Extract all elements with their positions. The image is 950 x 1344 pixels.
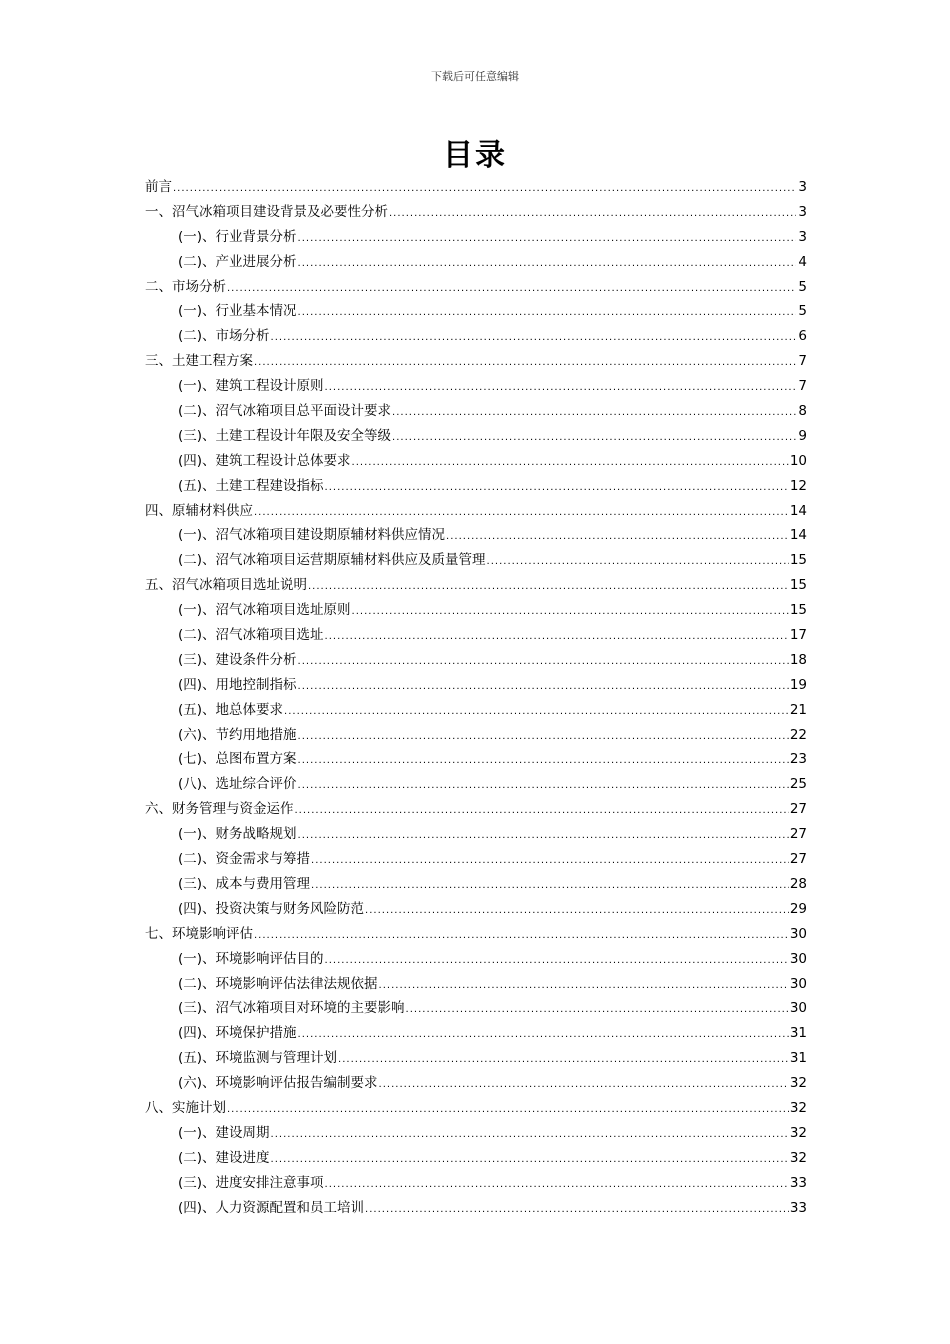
toc-dot-leader <box>298 1021 789 1048</box>
toc-entry[interactable] <box>145 648 807 673</box>
toc-entry[interactable] <box>145 623 807 648</box>
toc-entry[interactable] <box>145 598 807 623</box>
toc-entry-label: 一、沼气冰箱项目建设背景及必要性分析 <box>145 203 388 220</box>
toc-entry-label: (四)、用地控制指标 <box>178 676 297 693</box>
toc-entry-label: (三)、建设条件分析 <box>178 651 297 668</box>
toc-entry-page-number: 15 <box>789 552 807 569</box>
toc-entry-label: (一)、行业基本情况 <box>178 303 297 320</box>
toc-entry[interactable] <box>145 1121 807 1146</box>
toc-entry-page-number: 8 <box>798 403 807 420</box>
toc-entry-label: 二、市场分析 <box>145 278 226 295</box>
toc-dot-leader <box>392 424 796 451</box>
toc-entry[interactable] <box>145 374 807 399</box>
toc-dot-leader <box>227 1096 789 1123</box>
toc-entry-page-number: 30 <box>789 975 807 992</box>
toc-entry-label: (二)、沼气冰箱项目总平面设计要求 <box>178 403 392 420</box>
toc-entry-label: (五)、环境监测与管理计划 <box>178 1050 338 1067</box>
toc-entry[interactable] <box>145 399 807 424</box>
toc-entry[interactable] <box>145 698 807 723</box>
toc-entry[interactable] <box>145 1021 807 1046</box>
toc-dot-leader <box>392 399 796 426</box>
toc-dot-leader <box>389 200 796 227</box>
toc-entry-page-number: 15 <box>789 602 807 619</box>
toc-entry-label: (二)、资金需求与筹措 <box>178 851 311 868</box>
toc-entry-label: (一)、环境影响评估目的 <box>178 950 324 967</box>
toc-entry-label: (八)、选址综合评价 <box>178 776 297 793</box>
toc-entry[interactable] <box>145 225 807 250</box>
toc-entry-page-number: 18 <box>789 651 807 668</box>
toc-dot-leader <box>325 474 789 501</box>
toc-entry-label: 四、原辅材料供应 <box>145 502 253 519</box>
toc-entry-label: (二)、环境影响评估法律法规依据 <box>178 975 378 992</box>
toc-entry[interactable] <box>145 872 807 897</box>
toc-dot-leader <box>295 797 789 824</box>
toc-entry-page-number: 33 <box>789 1199 807 1216</box>
toc-dot-leader <box>365 897 789 924</box>
table-of-contents <box>145 175 807 1220</box>
toc-entry-label: (二)、市场分析 <box>178 328 270 345</box>
toc-dot-leader <box>298 299 796 326</box>
toc-entry[interactable] <box>145 474 807 499</box>
toc-dot-leader <box>284 698 789 725</box>
toc-entry-page-number: 6 <box>798 328 807 345</box>
toc-entry-page-number: 9 <box>798 427 807 444</box>
toc-entry-page-number: 4 <box>798 253 807 270</box>
toc-dot-leader <box>298 822 789 849</box>
toc-entry-label: (二)、产业进展分析 <box>178 253 297 270</box>
toc-entry[interactable] <box>145 972 807 997</box>
toc-entry-label: (六)、环境影响评估报告编制要求 <box>178 1075 378 1092</box>
toc-dot-leader <box>365 1196 789 1223</box>
toc-entry-page-number: 29 <box>789 900 807 917</box>
toc-dot-leader <box>379 1071 789 1098</box>
toc-entry-page-number: 25 <box>789 776 807 793</box>
toc-dot-leader <box>298 225 796 252</box>
toc-dot-leader <box>325 1171 789 1198</box>
toc-entry-page-number: 14 <box>789 502 807 519</box>
toc-entry[interactable] <box>145 1171 807 1196</box>
toc-entry-label: (三)、沼气冰箱项目对环境的主要影响 <box>178 1000 405 1017</box>
toc-entry-label: (六)、节约用地措施 <box>178 726 297 743</box>
toc-entry[interactable] <box>145 897 807 922</box>
toc-entry-page-number: 27 <box>789 826 807 843</box>
toc-dot-leader <box>254 922 789 949</box>
toc-entry-label: (二)、沼气冰箱项目选址 <box>178 627 324 644</box>
toc-entry[interactable] <box>145 822 807 847</box>
toc-entry-label: (四)、环境保护措施 <box>178 1025 297 1042</box>
toc-entry[interactable] <box>145 349 807 374</box>
toc-dot-leader <box>446 523 789 550</box>
toc-entry-page-number: 32 <box>789 1075 807 1092</box>
toc-entry[interactable] <box>145 723 807 748</box>
toc-entry-page-number: 7 <box>798 378 807 395</box>
toc-entry-page-number: 19 <box>789 676 807 693</box>
toc-entry-label: (一)、沼气冰箱项目选址原则 <box>178 602 351 619</box>
toc-entry[interactable] <box>145 449 807 474</box>
toc-entry-page-number: 23 <box>789 751 807 768</box>
toc-dot-leader <box>298 673 789 700</box>
toc-entry-page-number: 31 <box>789 1050 807 1067</box>
toc-entry-page-number: 3 <box>798 228 807 245</box>
toc-entry-label: (一)、行业背景分析 <box>178 228 297 245</box>
toc-entry[interactable] <box>145 797 807 822</box>
toc-entry-label: 八、实施计划 <box>145 1099 226 1116</box>
toc-entry-page-number: 3 <box>798 179 807 195</box>
toc-entry-page-number: 17 <box>789 627 807 644</box>
toc-dot-leader <box>298 250 796 277</box>
toc-entry-label: 三、土建工程方案 <box>145 353 253 370</box>
toc-dot-leader <box>298 648 789 675</box>
toc-entry[interactable] <box>145 324 807 349</box>
toc-entry-page-number: 32 <box>789 1099 807 1116</box>
toc-dot-leader <box>298 772 789 799</box>
toc-dot-leader <box>298 723 789 750</box>
toc-entry[interactable] <box>145 1046 807 1071</box>
toc-entry-page-number: 32 <box>789 1149 807 1166</box>
toc-dot-leader <box>325 374 796 401</box>
toc-entry[interactable] <box>145 847 807 872</box>
toc-entry-label: 六、财务管理与资金运作 <box>145 801 294 818</box>
toc-entry[interactable] <box>145 996 807 1021</box>
toc-entry-label: (五)、土建工程建设指标 <box>178 477 324 494</box>
toc-title: 目录 <box>443 138 507 173</box>
toc-dot-leader <box>311 872 789 899</box>
toc-dot-leader <box>308 573 789 600</box>
header-note: 下载后可任意编辑 <box>431 70 519 83</box>
toc-dot-leader <box>298 747 789 774</box>
toc-entry[interactable] <box>145 1146 807 1171</box>
toc-entry-page-number: 30 <box>789 1000 807 1017</box>
toc-entry-label: (四)、建筑工程设计总体要求 <box>178 452 351 469</box>
toc-entry-label: 七、环境影响评估 <box>145 925 253 942</box>
toc-entry[interactable] <box>145 523 807 548</box>
toc-entry-page-number: 14 <box>789 527 807 544</box>
toc-entry-label: (一)、建筑工程设计原则 <box>178 378 324 395</box>
toc-entry-page-number: 10 <box>789 452 807 469</box>
toc-entry-page-number: 33 <box>789 1174 807 1191</box>
toc-entry[interactable] <box>145 275 807 300</box>
toc-entry[interactable] <box>145 1071 807 1096</box>
toc-entry-label: (四)、人力资源配置和员工培训 <box>178 1199 365 1216</box>
toc-entry-label: (一)、建设周期 <box>178 1124 270 1141</box>
toc-entry[interactable] <box>145 772 807 797</box>
toc-entry[interactable] <box>145 1196 807 1221</box>
toc-entry[interactable] <box>145 250 807 275</box>
toc-entry-page-number: 7 <box>798 353 807 370</box>
toc-entry-page-number: 27 <box>789 801 807 818</box>
toc-entry-page-number: 30 <box>789 925 807 942</box>
toc-entry-label: (五)、地总体要求 <box>178 701 284 718</box>
toc-entry[interactable] <box>145 299 807 324</box>
toc-entry[interactable] <box>145 200 807 225</box>
toc-dot-leader <box>254 499 789 526</box>
toc-entry-page-number: 27 <box>789 851 807 868</box>
toc-entry-page-number: 31 <box>789 1025 807 1042</box>
toc-dot-leader <box>487 548 789 575</box>
toc-dot-leader <box>325 623 789 650</box>
toc-entry-page-number: 21 <box>789 701 807 718</box>
toc-dot-leader <box>271 1146 789 1173</box>
toc-entry[interactable] <box>145 175 807 200</box>
toc-entry-page-number: 28 <box>789 875 807 892</box>
toc-entry[interactable] <box>145 947 807 972</box>
toc-entry-page-number: 5 <box>798 278 807 295</box>
toc-entry[interactable] <box>145 548 807 573</box>
toc-entry-label: (三)、进度安排注意事项 <box>178 1174 324 1191</box>
toc-entry-label: (三)、土建工程设计年限及安全等级 <box>178 427 392 444</box>
toc-entry[interactable] <box>145 673 807 698</box>
toc-entry-label: 前言 <box>145 179 172 195</box>
toc-entry-label: (三)、成本与费用管理 <box>178 875 311 892</box>
toc-entry[interactable] <box>145 922 807 947</box>
toc-dot-leader <box>338 1046 789 1073</box>
toc-entry-page-number: 3 <box>798 203 807 220</box>
toc-entry-page-number: 12 <box>789 477 807 494</box>
toc-dot-leader <box>173 175 796 202</box>
toc-entry-label: 五、沼气冰箱项目选址说明 <box>145 577 307 594</box>
toc-dot-leader <box>227 275 796 302</box>
toc-dot-leader <box>271 324 796 351</box>
toc-entry-page-number: 5 <box>798 303 807 320</box>
toc-entry[interactable] <box>145 424 807 449</box>
toc-dot-leader <box>352 449 789 476</box>
toc-entry-label: (二)、建设进度 <box>178 1149 270 1166</box>
toc-entry-page-number: 22 <box>789 726 807 743</box>
toc-entry-label: (七)、总图布置方案 <box>178 751 297 768</box>
toc-dot-leader <box>254 349 796 376</box>
toc-dot-leader <box>406 996 789 1023</box>
toc-dot-leader <box>311 847 789 874</box>
toc-dot-leader <box>352 598 789 625</box>
toc-entry-label: (一)、财务战略规划 <box>178 826 297 843</box>
toc-entry[interactable] <box>145 747 807 772</box>
toc-entry[interactable] <box>145 499 807 524</box>
toc-entry-page-number: 15 <box>789 577 807 594</box>
toc-dot-leader <box>379 972 789 999</box>
toc-entry-label: (四)、投资决策与财务风险防范 <box>178 900 365 917</box>
toc-dot-leader <box>271 1121 789 1148</box>
toc-entry[interactable] <box>145 573 807 598</box>
toc-entry-page-number: 30 <box>789 950 807 967</box>
toc-entry-page-number: 32 <box>789 1124 807 1141</box>
toc-entry-label: (二)、沼气冰箱项目运营期原辅材料供应及质量管理 <box>178 552 486 569</box>
toc-entry[interactable] <box>145 1096 807 1121</box>
toc-dot-leader <box>325 947 789 974</box>
toc-entry-label: (一)、沼气冰箱项目建设期原辅材料供应情况 <box>178 527 446 544</box>
